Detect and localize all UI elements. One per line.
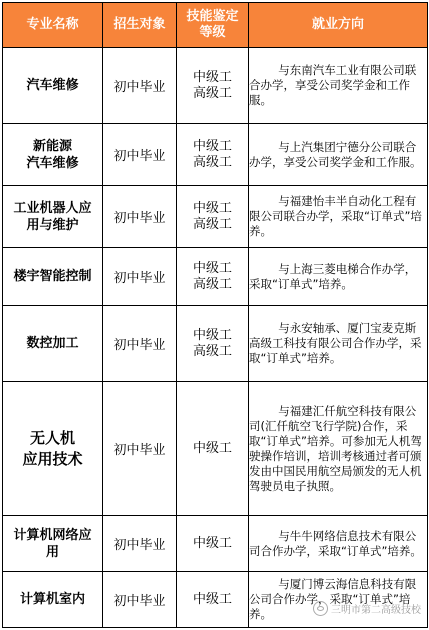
career-direction: [249, 48, 428, 124]
career-direction: [249, 516, 428, 572]
table-row: [3, 124, 428, 186]
majors-table: [2, 2, 428, 628]
major-name: 汽车维修: [3, 48, 103, 124]
skill-level: 中级工 高级工: [177, 248, 249, 306]
table-row: [3, 516, 428, 572]
career-direction: [249, 306, 428, 382]
header-level-line1: 技能鉴定: [186, 9, 239, 24]
skill-level: 中级工: [177, 382, 249, 516]
table-row: [3, 382, 428, 516]
skill-level: 中级工 高级工: [177, 124, 249, 186]
skill-level: 中级工 高级工: [177, 306, 249, 382]
career-text: 与福建汇仟航空科技有限公司(汇仟航空飞行学院)合作，采取“订单式”培养。可参加无人机驾驶操作培训，培训考核通过者可颁发由中国民用航空局颁发的无人机驾驶员电子执照。: [249, 403, 422, 493]
watermark: [313, 601, 421, 616]
table-row: [3, 48, 428, 124]
career-text: 与上汽集团宁德分公司联合办学，享受公司奖学金和工作服。: [249, 139, 422, 169]
major-name: 无人机 应用技术: [3, 382, 103, 516]
career-direction: [249, 186, 428, 248]
career-direction: [249, 572, 428, 628]
enroll-target: 初中毕业: [103, 516, 177, 572]
major-name: 新能源 汽车维修: [3, 124, 103, 186]
header-level: [177, 3, 249, 48]
career-text: 与上海三菱电梯合作办学，采取“订单式”培养。: [249, 261, 417, 291]
major-name: 计算机网络应 用: [3, 516, 103, 572]
skill-level: 中级工: [177, 516, 249, 572]
enroll-target: 初中毕业: [103, 572, 177, 628]
header-row: [3, 3, 428, 48]
header-career: 就业方向: [249, 3, 428, 48]
major-name: 楼宇智能控制: [3, 248, 103, 306]
major-name: 数控加工: [3, 306, 103, 382]
table-row: [3, 186, 428, 248]
header-target: 招生对象: [103, 3, 177, 48]
major-name: 计算机室内: [3, 572, 103, 628]
skill-level: 中级工: [177, 572, 249, 628]
career-text: 与永安轴承、厦门宝麦克斯高级工科技有限公司合作办学，采取“订单式”培养。: [249, 321, 422, 365]
table-row: [3, 248, 428, 306]
enroll-target: 初中毕业: [103, 186, 177, 248]
skill-level: 中级工 高级工: [177, 186, 249, 248]
career-text: 与福建怡丰半自动化工程有限公司联合办学，采取“订单式”培养。: [249, 194, 422, 238]
table-row: [3, 306, 428, 382]
enroll-target: 初中毕业: [103, 248, 177, 306]
enroll-target: 初中毕业: [103, 48, 177, 124]
table-row: [3, 572, 428, 628]
enroll-target: 初中毕业: [103, 306, 177, 382]
career-text: 与牛牛网络信息技术有限公司合作办学，采取“订单式”培养。: [249, 528, 422, 558]
career-direction: [249, 124, 428, 186]
enroll-target: 初中毕业: [103, 124, 177, 186]
header-major: 专业名称: [3, 3, 103, 48]
header-level-line2: 等级: [199, 25, 226, 40]
major-name: 工业机器人应 用与维护: [3, 186, 103, 248]
enroll-target: 初中毕业: [103, 382, 177, 516]
career-text: 与厦门博云海信息科技有限公司合作办学，采取“订单式”培养。: [249, 577, 417, 621]
watermark-text: 三明市第二高级技校: [331, 605, 421, 616]
skill-level: 中级工 高级工: [177, 48, 249, 124]
wechat-icon: [313, 601, 328, 616]
career-text: 与东南汽车工业有限公司联合办学，享受公司奖学金和工作服。: [249, 63, 417, 107]
career-direction: [249, 382, 428, 516]
career-direction: [249, 248, 428, 306]
